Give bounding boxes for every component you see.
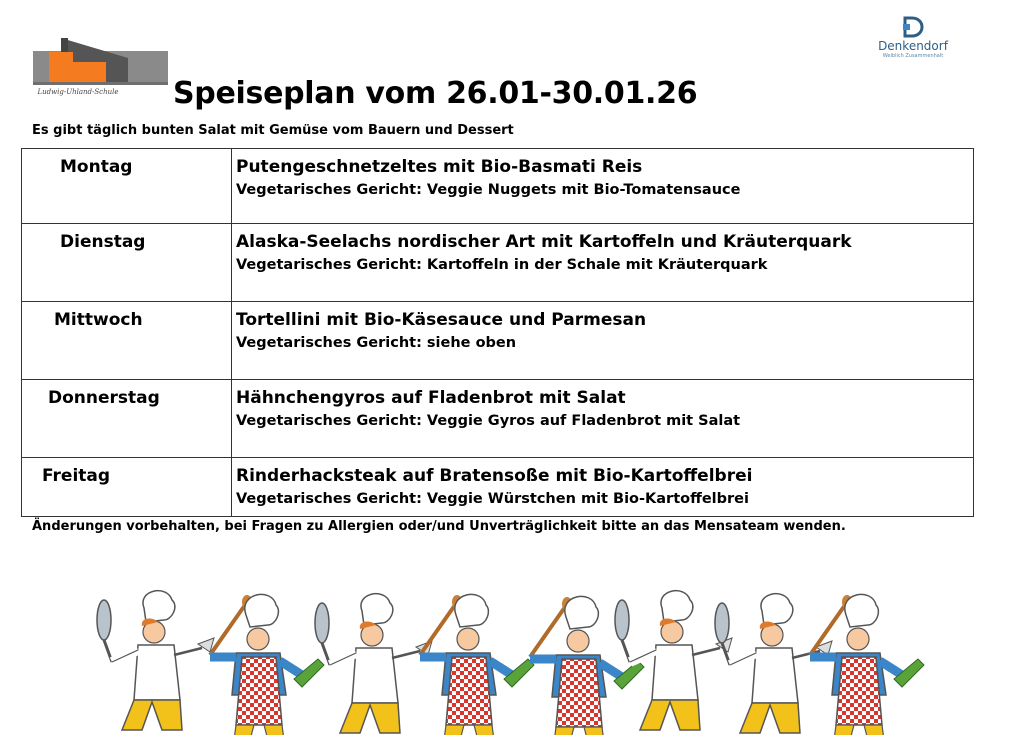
dish-cell — [232, 224, 974, 302]
vegetarian-dish: Vegetarisches Gericht: Kartoffeln in der Schale mit Kräuterquark — [236, 257, 768, 273]
main-dish: Rinderhacksteak auf Bratensoße mit Bio-Kartoffelbrei — [236, 466, 753, 486]
dish-cell — [232, 302, 974, 380]
footnote: Änderungen vorbehalten, bei Fragen zu Allergien oder/und Unverträglichkeit bitte an das Mensateam wenden. — [32, 519, 846, 534]
vegetarian-dish: Vegetarisches Gericht: Veggie Gyros auf Fladenbrot mit Salat — [236, 413, 741, 429]
page-title: Speiseplan vom 26.01-30.01.26 — [173, 76, 698, 111]
town-name: Denkendorf — [878, 39, 948, 53]
table-row — [22, 149, 974, 224]
vegetarian-dish: Vegetarisches Gericht: siehe oben — [236, 335, 517, 351]
table-row — [22, 302, 974, 380]
day-cell — [22, 458, 232, 517]
dish-cell — [232, 149, 974, 224]
chef-illustration — [0, 585, 1024, 735]
day-cell — [22, 380, 232, 458]
main-dish: Putengeschnetzeltes mit Bio-Basmati Reis — [236, 157, 643, 177]
main-dish: Tortellini mit Bio-Käsesauce und Parmesan — [236, 310, 647, 330]
vegetarian-dish: Vegetarisches Gericht: Veggie Würstchen mit Bio-Kartoffelbrei — [236, 491, 749, 507]
dish-cell — [232, 458, 974, 517]
menu-table — [21, 148, 974, 517]
dish-cell — [232, 380, 974, 458]
day-cell — [22, 302, 232, 380]
subtitle: Es gibt täglich bunten Salat mit Gemüse vom Bauern und Dessert — [32, 123, 514, 138]
main-dish: Alaska-Seelachs nordischer Art mit Kartoffeln und Kräuterquark — [236, 232, 852, 252]
table-row — [22, 380, 974, 458]
vegetarian-dish: Vegetarisches Gericht: Veggie Nuggets mit Bio-Tomatensauce — [236, 182, 741, 198]
day-label: Dienstag — [60, 232, 146, 252]
day-cell — [22, 149, 232, 224]
day-label: Freitag — [42, 466, 111, 486]
day-label: Montag — [60, 157, 133, 177]
town-logo — [868, 16, 958, 64]
denkendorf-d-icon — [901, 16, 925, 38]
day-label: Mittwoch — [54, 310, 143, 330]
table-row — [22, 224, 974, 302]
school-logo-caption: Ludwig-Uhland-Schule — [37, 88, 119, 96]
town-slogan: Weiblich Zusammenhalt — [882, 53, 944, 59]
day-cell — [22, 224, 232, 302]
day-label: Donnerstag — [48, 388, 160, 408]
main-dish: Hähnchengyros auf Fladenbrot mit Salat — [236, 388, 626, 408]
table-row — [22, 458, 974, 517]
